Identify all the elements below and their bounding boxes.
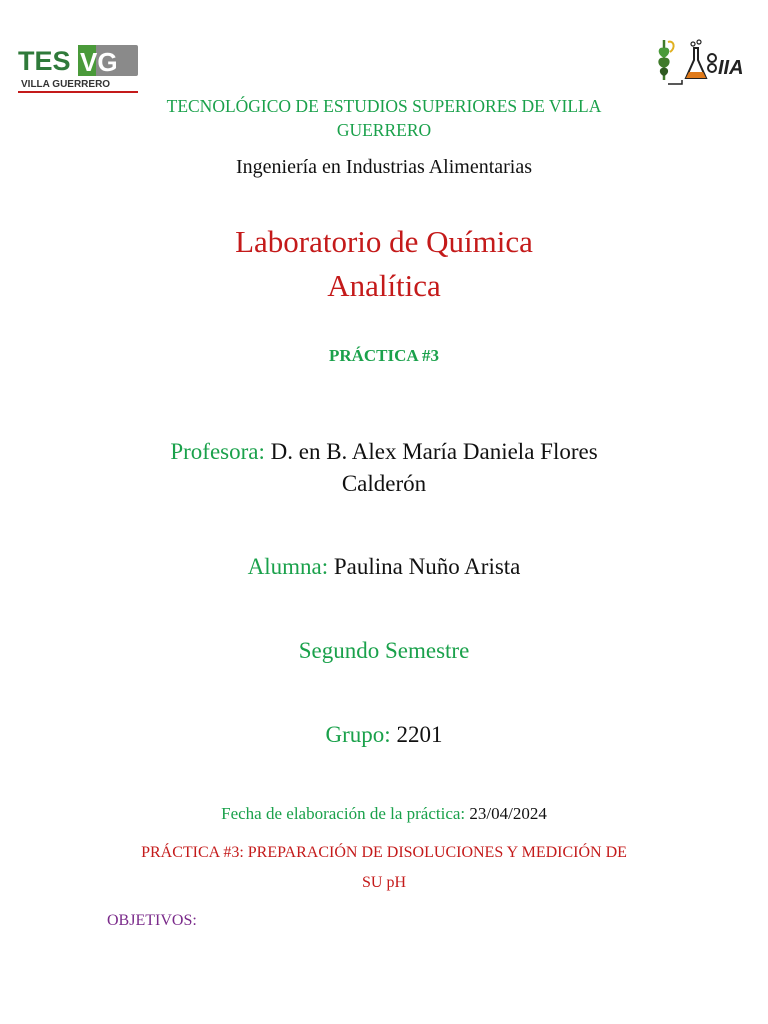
semester: Segundo Semestre xyxy=(298,638,470,663)
date-label: Fecha de elaboración de la práctica: xyxy=(221,804,466,823)
practice-title-line-2: SU pH xyxy=(361,874,406,891)
objectives-heading: OBJETIVOS: xyxy=(107,912,197,929)
institution-line-2: GUERRERO xyxy=(336,120,432,140)
lab-title-line-1: Laboratorio de Química xyxy=(235,224,533,259)
practice-title xyxy=(0,838,768,898)
logo-subtitle: VILLA GUERRERO xyxy=(21,79,111,90)
tesvg-logo-graphic xyxy=(18,42,140,94)
tesvg-logo xyxy=(18,42,140,94)
date-value: 23/04/2024 xyxy=(469,804,547,823)
lab-title-line-2: Analítica xyxy=(327,268,441,303)
practice-title-line-1: PRÁCTICA #3: PREPARACIÓN DE DISOLUCIONES Y MEDICIÓN DE xyxy=(141,844,627,861)
logo-text-vg: VG xyxy=(80,47,118,77)
group-label: Grupo: xyxy=(325,722,391,747)
iia-logo-graphic xyxy=(654,36,750,90)
date-field xyxy=(0,802,768,826)
professor-name-line-1: D. en B. Alex María Daniela Flores xyxy=(270,439,598,464)
professor-label: Profesora: xyxy=(170,439,265,464)
iia-logo xyxy=(654,36,750,90)
institution-name xyxy=(0,94,768,142)
student-name: Paulina Nuño Arista xyxy=(333,554,521,579)
student-field xyxy=(0,551,768,583)
career-name: Ingeniería en Industrias Alimentarias xyxy=(235,156,532,178)
practice-number: PRÁCTICA #3 xyxy=(328,346,440,365)
group-value: 2201 xyxy=(396,722,443,747)
student-label: Alumna: xyxy=(247,554,329,579)
institution-line-1: TECNOLÓGICO DE ESTUDIOS SUPERIORES DE VILLA xyxy=(166,96,602,116)
logo-text-iia: IIA xyxy=(718,57,744,79)
logo-text-tes: TES xyxy=(18,46,71,76)
group-field xyxy=(0,719,768,751)
professor-field xyxy=(0,436,768,500)
lab-title xyxy=(0,220,768,308)
professor-name-line-2: Calderón xyxy=(341,471,427,496)
